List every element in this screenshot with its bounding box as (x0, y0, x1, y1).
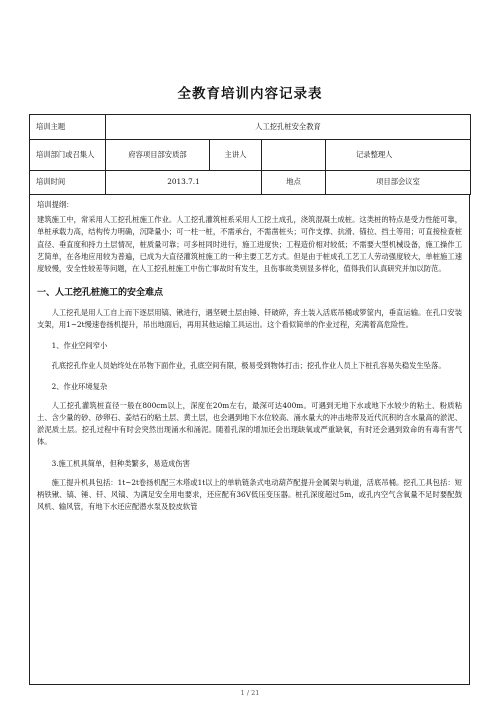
subheading-2: 2、作业环境复杂 (51, 381, 108, 391)
page-number: 1 / 21 (240, 689, 260, 697)
place-label: 地点 (262, 171, 326, 195)
subheading-1-text: 孔底挖孔作业人员始终处在吊物下面作业，孔底空间有限，极易受到物体打击；挖孔作业人员上下桩孔容易失稳发生坠落。 (51, 360, 446, 370)
topic-value: 人工挖孔桩安全教育 (106, 115, 471, 140)
topic-row (30, 115, 471, 140)
outline-label: 培训提纲： (37, 200, 74, 209)
dept-row (30, 140, 471, 171)
section-heading: 一、人工挖孔桩施工的安全难点 (37, 288, 164, 299)
time-label: 培训时间 (30, 171, 106, 195)
place-value: 项目部会议室 (326, 171, 471, 195)
subheading-1: 1、作业空间窄小 (51, 341, 108, 351)
topic-label: 培训主题 (30, 115, 106, 140)
recorder-label: 记录整理人 (326, 140, 471, 171)
section-paragraph: 人工挖孔是用人工自上而下逐层用镐、锹进行，遇坚硬土层由锤、钎破碎，弃土装入活底吊桶或箩筐内，垂直运输。在孔口安装支架，用1~2t慢速卷扬机提升，吊出地面后，再用其他运输工具运出。这个看似简单的作业过程，充满着高危险性。 (37, 308, 462, 330)
speaker-value (262, 140, 326, 171)
training-outline (29, 195, 470, 685)
dept-value: 府容项目部安质部 (106, 140, 210, 171)
page-title: 全教育培训内容记录表 (177, 86, 323, 102)
time-value: 2013.7.1 (106, 171, 262, 195)
intro-paragraph: 建筑施工中，常采用人工挖孔桩施工作业。人工挖孔灌筑桩系采用人工挖土成孔，浇筑混凝土成桩。这类桩的特点是受力性能可靠，单桩承载力高，结构传力明确，沉降量小；可一柱一桩，不需承台，不需凿桩头；可作支撑、抗滑、锚拉、挡土等用；可直接检查桩直径、垂直度和持力土层情况，桩质量可靠；可多桩同时进行，施工进度快；工程造价相对较低；不需要大型机械设备，施工操作工艺简单，在各地应用较为普遍，已成为大直径灌筑桩施工的一种主要工艺方式。但是由于桩成孔工艺工人劳动强度较大，单桩施工速度较慢，安全性较差等问题，在人工挖孔桩施工中伤亡事故时有发生，且伤事故类别显多样化，值得我们认真研究并加以防范。 (37, 215, 462, 273)
subheading-3: 3.施工机具简单，但种类繁多，易造成伤害 (51, 458, 190, 468)
subheading-2-text: 人工挖孔灌筑桩直径一般在800cm以上，深度在20m左右，最深可达400m。可遇到无地下水或地下水较少的粘土、粉质粘土、含少量的砂、砂卵石、姜结石的粘土层、黄土层，也会遇到地下水位较高、涌水量大的冲击地带及近代沉积的含水量高的淤泥、淤泥质土层。挖孔过程中有时会突然出现涌水和涌泥。随着孔深的增加还会出现缺氧或严重缺氧，有时还会遇到致命的有毒有害气体。 (37, 400, 462, 447)
record-table (29, 114, 471, 195)
dept-label: 培训部门或召集人 (30, 140, 106, 171)
subheading-3-text: 施工提升机具包括：1t~2t卷扬机配三木塔或1t以上的单轨链条式电动葫芦配提升金属架与轨道，活底吊桶。挖孔工具包括：短柄铁锹、镐、锤、钎、风镐、为满足安全用电要求，还应配有36V低压变压器。桩孔深度超过5m，或孔内空气含氧量不足时要配鼓风机、输风管，有地下水还应配潜水泵及胶皮软管 (37, 477, 462, 512)
speaker-label: 主讲人 (210, 140, 262, 171)
time-row (30, 171, 471, 195)
